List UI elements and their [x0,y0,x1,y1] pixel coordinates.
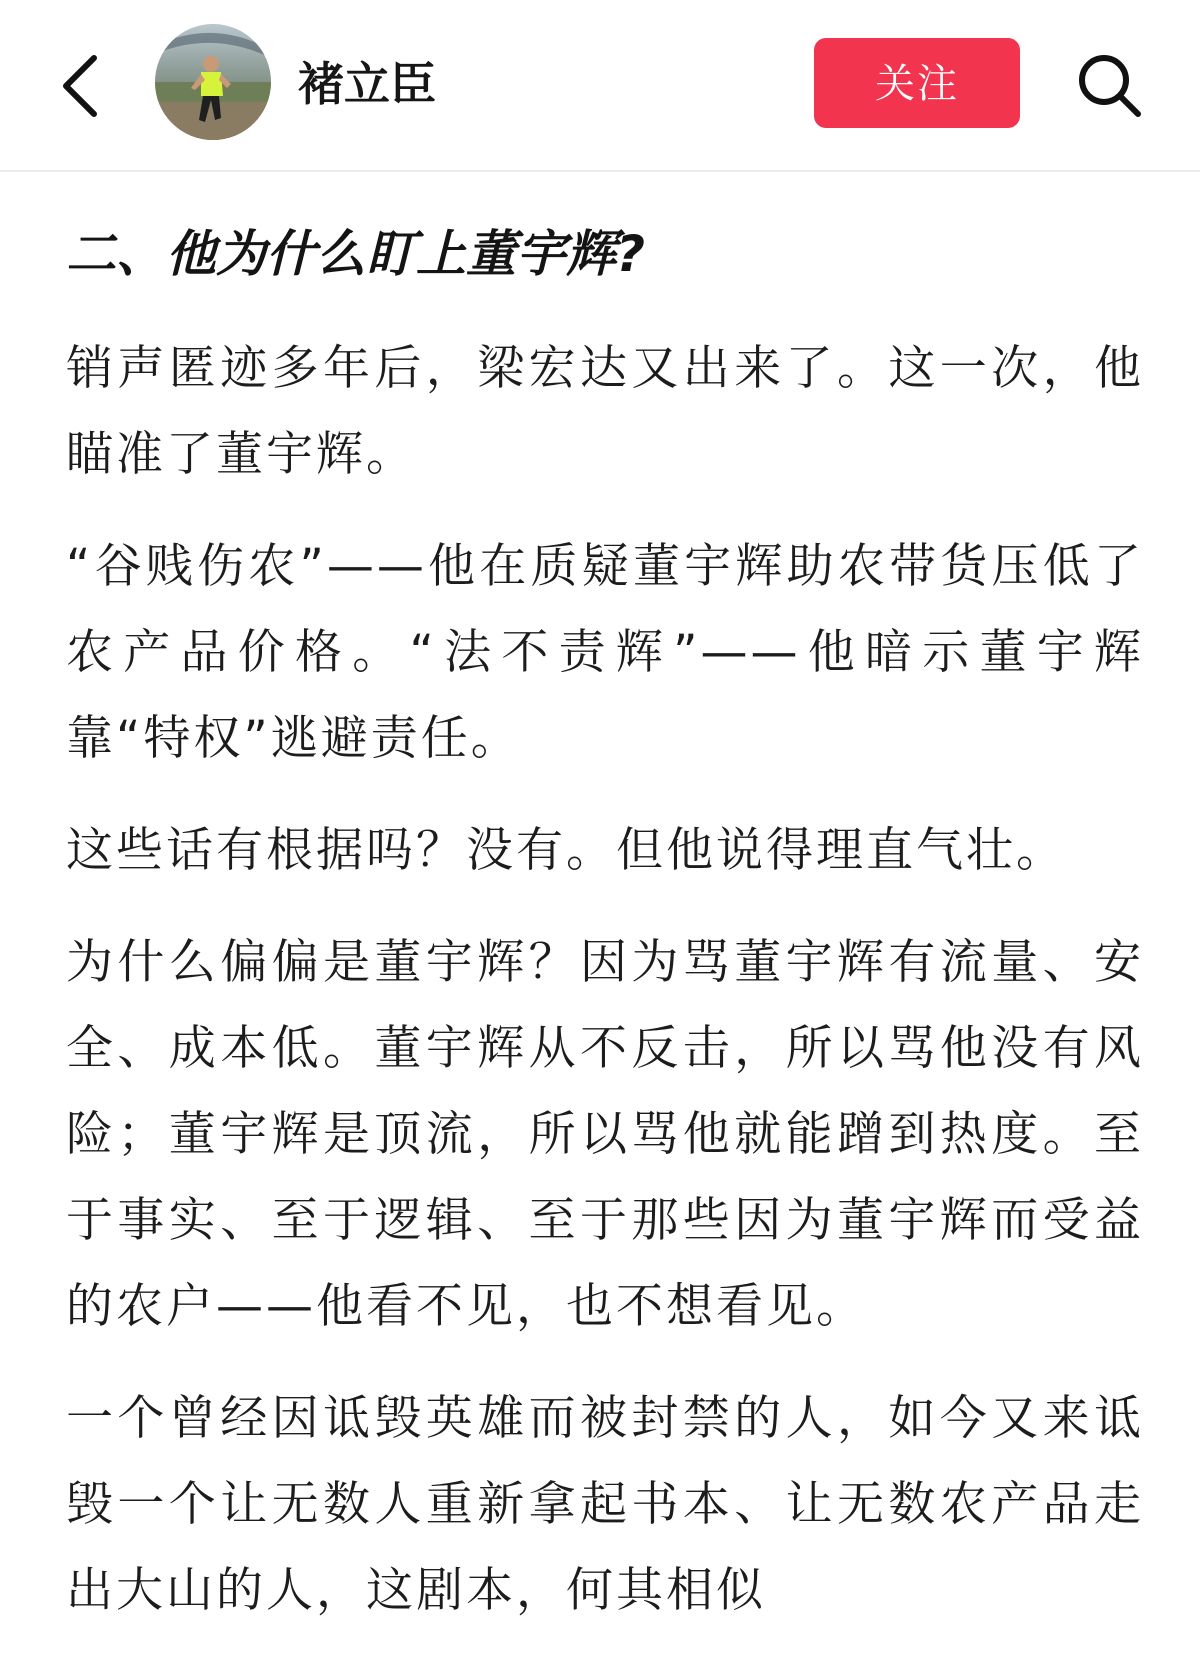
article-body [66,212,1144,1660]
avatar-image [155,24,271,140]
search-button[interactable] [1070,46,1150,126]
paragraph: 一个曾经因诋毁英雄而被封禁的人，如今又来诋毁一个让无数人重新拿起书本、让无数农产品走出大山的人，这剧本，何其相似 [66,1391,1144,1618]
follow-button[interactable]: 关注 [814,38,1020,128]
chevron-left-icon [60,54,100,118]
paragraph: 这些话有根据吗？没有。但他说得理直气壮。 [66,823,1066,878]
top-bar [0,0,1200,172]
paragraph: “谷贱伤农”——他在质疑董宇辉助农带货压低了农产品价格。“法不责辉”——他暗示董宇辉靠“特权”逃避责任。 [66,539,1144,766]
author-name[interactable]: 褚立臣 [298,57,436,111]
back-button[interactable] [48,46,112,126]
avatar[interactable] [155,24,271,140]
paragraph: 为什么偏偏是董宇辉？因为骂董宇辉有流量、安全、成本低。董宇辉从不反击，所以骂他没有风险；董宇辉是顶流，所以骂他就能蹭到热度。至于事实、至于逻辑、至于那些因为董宇辉而受益的农户——他看不见，也不想看见。 [66,935,1144,1334]
section-heading: 二、他为什么盯上董宇辉? [66,225,646,283]
paragraph: 销声匿迹多年后，梁宏达又出来了。这一次，他瞄准了董宇辉。 [66,341,1144,482]
search-icon [1076,52,1144,120]
